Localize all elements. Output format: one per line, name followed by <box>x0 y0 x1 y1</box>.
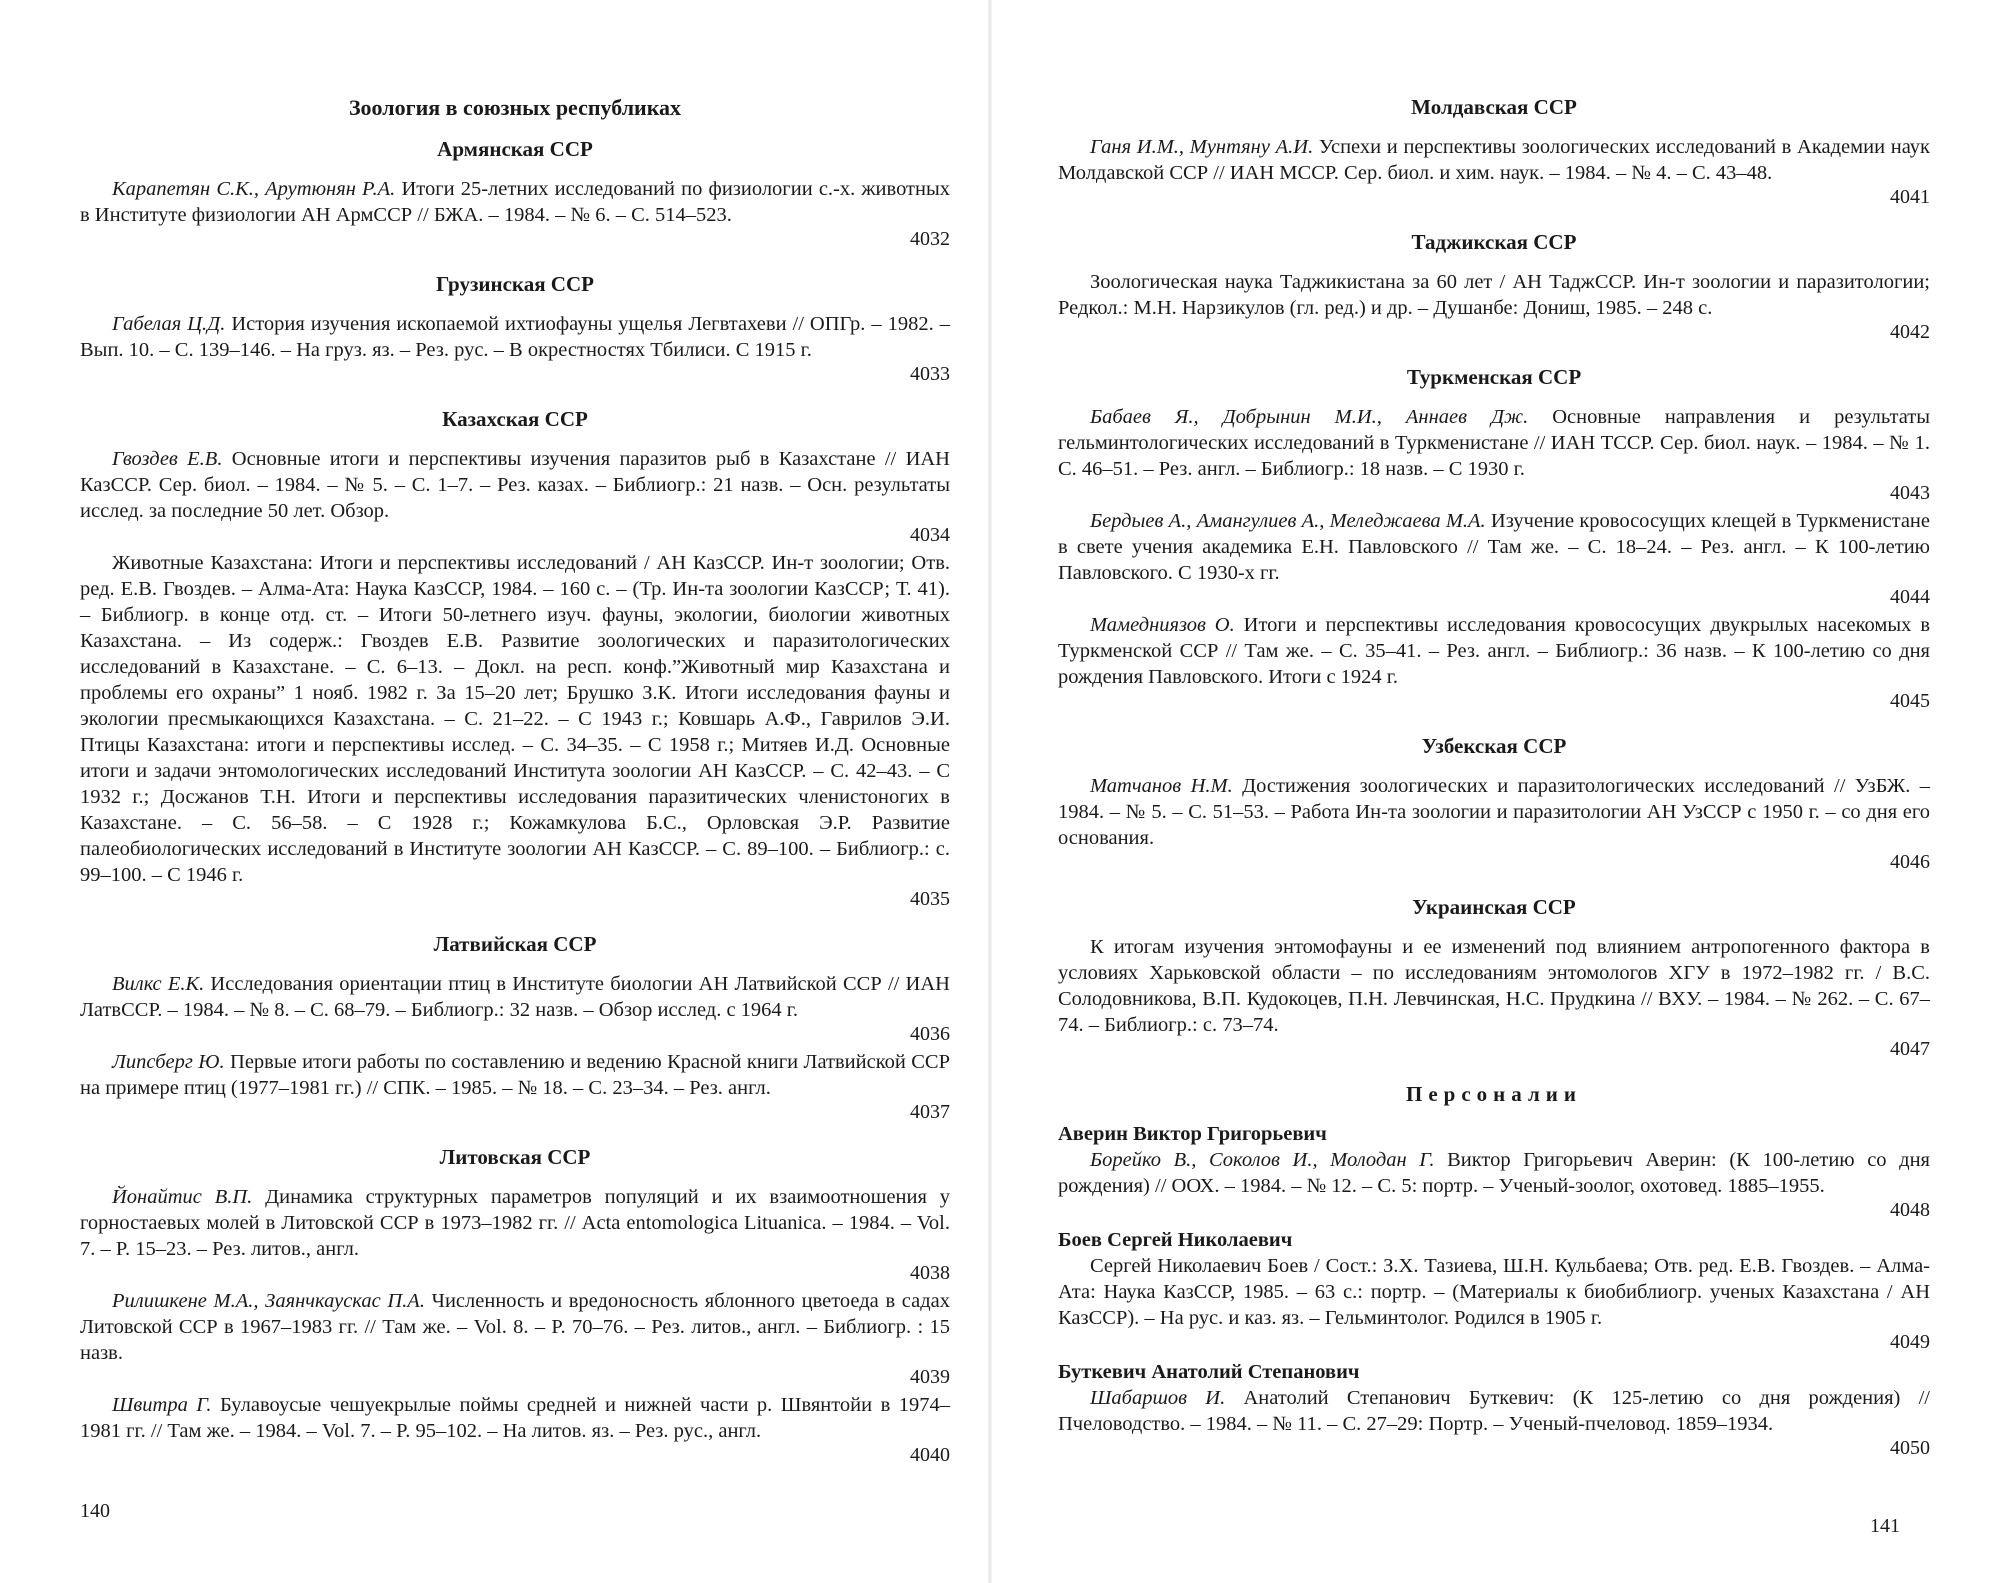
section-title: Таджикская ССР <box>1411 230 1577 254</box>
entry-author: Йонайтис В.П. <box>112 1186 253 1208</box>
section-title: Армянская ССР <box>437 137 593 161</box>
person-name: Буткевич Анатолий Степанович <box>1058 1361 1360 1383</box>
entry-number: 4044 <box>1890 586 1930 608</box>
bib-entry <box>1058 508 1930 586</box>
section-title: Узбекская ССР <box>1421 734 1567 758</box>
bib-entry <box>1058 269 1930 321</box>
left-page <box>0 0 980 1583</box>
personalii-title: Персоналии <box>1406 1082 1582 1106</box>
entry-author: Вилкс Е.К. <box>112 973 205 995</box>
entry-text: Итоги 25-летних исследований по физиологии с.-х. животных в Институте физиологии АН АрмССР // БЖА. – 1984. – № 6. – С. 514–523. <box>80 178 950 226</box>
right-page <box>1000 0 2000 1583</box>
entry-text: Изучение кровососущих клещей в Туркменистане в свете учения академика Е.Н. Павловского // Там же. – С. 18–24. – Рез. англ. – К 100-летию Павловского. С 1930-х гг. <box>1058 510 1930 584</box>
section-title: Грузинская ССР <box>436 272 594 296</box>
section-ukraine <box>1058 934 1930 1060</box>
entry-number: 4048 <box>1890 1199 1930 1221</box>
bib-entry <box>1058 1253 1930 1331</box>
entry-number: 4045 <box>1890 690 1930 712</box>
entry-author: Матчанов Н.М. <box>1090 775 1233 797</box>
section-title: Латвийская ССР <box>433 932 597 956</box>
entry-number: 4032 <box>910 228 950 250</box>
entry-text: Достижения зоологических и паразитологических исследований // УзБЖ. – 1984. – № 5. – С. 51–53. – Работа Ин-та зоологии и паразитологии АН УзССР с 1950 г. – со дня его основания. <box>1058 775 1930 849</box>
entry-text: Булавоусые чешуекрылые поймы средней и нижней части р. Швянтойи в 1974–1981 гг. // Там же. – 1984. – Vol. 7. – P. 95–102. – На литов. яз. – Рез. рус., англ. <box>80 1394 950 1442</box>
section-armenia <box>80 176 950 250</box>
entry-author: Швитра Г. <box>112 1394 212 1416</box>
entry-number: 4043 <box>1890 482 1930 504</box>
entry-text: Динамика структурных параметров популяций и их взаимоотношения у горностаевых молей в Литовской ССР в 1973–1982 гг. // Acta entomologica Lituanica. – 1984. – Vol. 7. – P. 15–23. – Рез. литов., англ. <box>80 1186 950 1260</box>
bib-entry <box>80 176 950 228</box>
entry-text: Сергей Николаевич Боев / Сост.: З.Х. Тазиева, Ш.Н. Кульбаева; Отв. ред. Е.В. Гвоздев. – Алма-Ата: Наука КазССР, 1985. – 63 с.: портр. – (Материалы к биобиблиогр. ученых Казахстана / АН КазССР). – На рус. и каз. яз. – Гельминтолог. Родился в 1905 г. <box>1058 1255 1930 1329</box>
section-georgia <box>80 311 950 385</box>
section-uzbekistan <box>1058 773 1930 873</box>
entry-author: Карапетян С.К., Арутюнян Р.А. <box>112 178 396 200</box>
section-turkmenistan <box>1058 404 1930 712</box>
bib-entry <box>1058 934 1930 1038</box>
section-tajikistan <box>1058 269 1930 343</box>
bib-entry <box>1058 773 1930 851</box>
entry-number: 4034 <box>910 524 950 546</box>
entry-text: Животные Казахстана: Итоги и перспективы исследований / АН КазССР. Ин-т зоологии; Отв. ред. Е.В. Гвоздев. – Алма-Ата: Наука КазССР, 1984. – 160 с. – (Тр. Ин-та зоологии КазССР; Т. 41). – Библиогр. в конце отд. ст. – Итоги 50-летнего изуч. фауны, экологии, биологии животных Казахстана. – Из содерж.: Гвоздев Е.В. Развитие зоологических и паразитологических исследований в Казахстане. – С. 6–13. – Докл. на респ. конф.”Животный мир Казахстана и проблемы его охраны” 1 нояб. 1982 г. За 15–20 лет; Брушко З.К. Итоги исследования фауны и экологии пресмыкающихся Казахстана. – С. 21–22. – С 1943 г.; Ковшарь А.Ф., Гаврилов Э.И. Птицы Казахстана: итоги и перспективы исслед. – С. 34–35. – С 1958 г.; Митяев И.Д. Основные итоги и задачи энтомологических исследований Института зоологии АН КазССР. – С. 42–43. – С 1932 г.; Досжанов Т.Н. Итоги и перспективы исследования паразитических членистоногих в Казахстане. – С. 56–58. – С 1928 г.; Кожамкулова Б.С., Орловская Э.Р. Развитие палеобиологических исследований в Институте зоологии АН КазССР. – С. 89–100. – Библиогр.: с. 99–100. – С 1946 г. <box>80 552 950 886</box>
entry-number: 4046 <box>1890 851 1930 873</box>
bib-entry <box>1058 612 1930 690</box>
entry-number: 4033 <box>910 363 950 385</box>
entry-text: Исследования ориентации птиц в Институте биологии АН Латвийской ССР // ИАН ЛатвССР. – 1984. – № 8. – С. 68–79. – Библиогр.: 32 назв. – Обзор исслед. с 1964 г. <box>80 973 950 1021</box>
entry-number: 4041 <box>1890 186 1930 208</box>
bib-entry <box>80 446 950 524</box>
entry-number: 4036 <box>910 1023 950 1045</box>
section-title: Украинская ССР <box>1412 895 1576 919</box>
entry-author: Гвоздев Е.В. <box>112 448 223 470</box>
entry-text: Анатолий Степанович Буткевич: (К 125-летию со дня рождения) // Пчеловодство. – 1984. – № 11. – С. 27–29: Портр. – Ученый-пчеловод. 1859–1934. <box>1058 1387 1930 1435</box>
chapter-title: Зоология в союзных республиках <box>348 95 682 120</box>
entry-number: 4038 <box>910 1262 950 1284</box>
bib-entry <box>80 1184 950 1262</box>
bib-entry <box>80 1392 950 1444</box>
entry-text: Виктор Григорьевич Аверин: (К 100-летию со дня рождения) // ООХ. – 1984. – № 12. – С. 5: портр. – Ученый-зоолог, охотовед. 1885–1955. <box>1058 1149 1930 1197</box>
bib-entry <box>1058 404 1930 482</box>
section-kazakhstan <box>80 446 950 910</box>
entry-text: Первые итоги работы по составлению и ведению Красной книги Латвийской ССР на примере птиц (1977–1981 гг.) // СПК. – 1985. – № 18. – С. 23–34. – Рез. англ. <box>80 1051 951 1099</box>
entry-text: Зоологическая наука Таджикистана за 60 лет / АН ТаджССР. Ин-т зоологии и паразитологии; Редкол.: М.Н. Нарзикулов (гл. ред.) и др. – Душанбе: Дониш, 1985. – 248 с. <box>1058 271 1930 319</box>
entry-text: К итогам изучения энтомофауны и ее изменений под влиянием антропогенного фактора в условиях Харьковской области – по исследованиям энтомологов ХГУ в 1972–1982 гг. / В.С. Солодовникова, В.П. Кудокоцев, П.Н. Левчинская, Н.С. Прудкина // ВХУ. – 1984. – № 262. – С. 67–74. – Библиогр.: с. 73–74. <box>1058 936 1930 1036</box>
person-block <box>1058 1121 1930 1221</box>
person-block <box>1058 1359 1930 1459</box>
entry-text: Численность и вредоносность яблонного цветоеда в садах Литовской ССР в 1967–1983 гг. // Там же. – Vol. 8. – P. 70–76. – Рез. литов., англ. – Библиогр. : 15 назв. <box>80 1290 950 1364</box>
entry-text: Итоги и перспективы исследования кровососущих двукрылых насекомых в Туркменской ССР // Там же. – С. 35–41. – Рез. англ. – Библиогр.: 36 назв. – К 100-летию со дня рождения Павловского. Итоги с 1924 г. <box>1058 614 1930 688</box>
bib-entry <box>1058 1385 1930 1437</box>
bib-entry <box>80 550 950 888</box>
entry-author: Ганя И.М., Мунтяну А.И. <box>1090 136 1314 158</box>
entry-author: Липсберг Ю. <box>112 1051 225 1073</box>
person-block <box>1058 1227 1930 1353</box>
section-title: Туркменская ССР <box>1406 365 1582 389</box>
entry-number: 4037 <box>910 1101 950 1123</box>
page-gutter <box>988 0 992 1583</box>
entry-text: Успехи и перспективы зоологических исследований в Академии наук Молдавской ССР // ИАН МССР. Сер. биол. и хим. наук. – 1984. – № 4. – С. 43–48. <box>1058 136 1930 184</box>
bib-entry <box>80 971 950 1023</box>
section-lithuania <box>80 1184 950 1466</box>
entry-text: Основные итоги и перспективы изучения паразитов рыб в Казахстане // ИАН КазССР. Сер. биол. – 1984. – № 5. – С. 1–7. – Рез. казах. – Библиогр.: 21 назв. – Осн. результаты исслед. за последние 50 лет. Обзор. <box>80 448 950 522</box>
entry-author: Борейко В., Соколов И., Молодан Г. <box>1090 1149 1435 1171</box>
entry-author: Бабаев Я., Добрынин М.И., Аннаев Дж. <box>1090 406 1529 428</box>
entry-author: Рилишкене М.А., Заянчкаускас П.А. <box>112 1290 425 1312</box>
entry-number: 4040 <box>910 1444 950 1466</box>
entry-text: Основные направления и результаты гельминтологических исследований в Туркменистане // ИАН ТССР. Сер. биол. наук. – 1984. – № 1. С. 46–51. – Рез. англ. – Библиогр.: 18 назв. – С 1930 г. <box>1058 406 1930 480</box>
bib-entry <box>80 311 950 363</box>
section-title: Молдавская ССР <box>1411 95 1577 119</box>
section-latvia <box>80 971 950 1123</box>
section-title: Казахская ССР <box>442 407 588 431</box>
entry-author: Габелая Ц.Д. <box>112 313 226 335</box>
bib-entry <box>80 1049 950 1101</box>
entry-author: Бердыев А., Амангулиев А., Меледжаева М.А. <box>1090 510 1486 532</box>
bib-entry <box>1058 134 1930 186</box>
entry-author: Шабаршов И. <box>1090 1387 1226 1409</box>
entry-number: 4039 <box>910 1366 950 1388</box>
person-name: Боев Сергей Николаевич <box>1058 1229 1293 1251</box>
page-number: 140 <box>80 1500 110 1522</box>
entry-number: 4035 <box>910 888 950 910</box>
bib-entry <box>80 1288 950 1366</box>
page-number: 141 <box>1870 1515 1900 1537</box>
bib-entry <box>1058 1147 1930 1199</box>
entry-number: 4042 <box>1890 321 1930 343</box>
section-title: Литовская ССР <box>439 1145 591 1169</box>
entry-author: Мамедниязов О. <box>1090 614 1235 636</box>
entry-text: История изучения ископаемой ихтиофауны ущелья Легвтахеви // ОПГр. – 1982. – Вып. 10. – С. 139–146. – На груз. яз. – Рез. рус. – В окрестностях Тбилиси. С 1915 г. <box>80 313 950 361</box>
entry-number: 4047 <box>1890 1038 1930 1060</box>
section-moldova <box>1058 134 1930 208</box>
entry-number: 4050 <box>1890 1437 1930 1459</box>
entry-number: 4049 <box>1890 1331 1930 1353</box>
person-name: Аверин Виктор Григорьевич <box>1058 1123 1327 1145</box>
